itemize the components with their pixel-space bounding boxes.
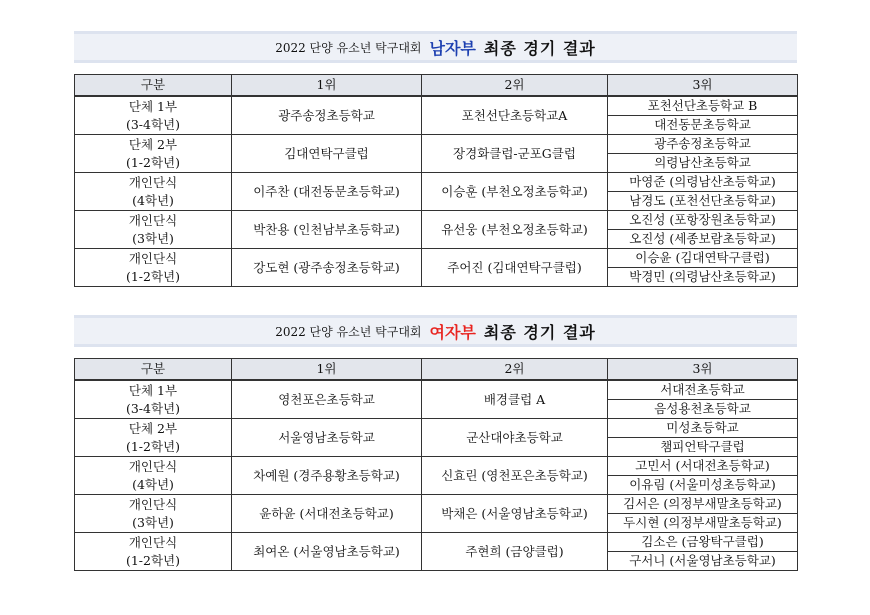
category-cell: [75, 495, 232, 533]
second-place-cell: 주어진 (김대연탁구클럽): [422, 249, 608, 287]
category-name: 개인단식: [128, 212, 178, 228]
category-cell: [75, 96, 232, 135]
table-row: [75, 96, 798, 116]
category-cell: [75, 173, 232, 211]
third-place-cell: 음성용천초등학교: [608, 400, 798, 419]
header-third: 3위: [608, 75, 798, 97]
category-name: 단체 2부: [128, 136, 178, 152]
category-cell: [75, 533, 232, 571]
category-name: 단체 2부: [128, 420, 178, 436]
table-header-row: [75, 75, 798, 97]
category-cell: [75, 135, 232, 173]
first-place-cell: 서울영남초등학교: [232, 419, 422, 457]
third-place-cell: 구서니 (서울영남초등학교): [608, 552, 798, 571]
first-place-cell: 박찬용 (인천남부초등학교): [232, 211, 422, 249]
third-place-cell: 고민서 (서대전초등학교): [608, 457, 798, 476]
second-place-cell: 신효린 (영천포은초등학교): [422, 457, 608, 495]
first-place-cell: 최여온 (서울영남초등학교): [232, 533, 422, 571]
men-title-suffix: 최종 경기 결과: [483, 38, 596, 58]
men-title-banner: [74, 31, 797, 63]
category-grade: (1-2학년): [125, 552, 181, 568]
men-results-table: [74, 74, 798, 287]
header-first: 1위: [232, 75, 422, 97]
category-grade: (3-4학년): [125, 400, 181, 416]
first-place-cell: 김대연탁구클럽: [232, 135, 422, 173]
second-place-cell: 장경화클럽-군포G클럽: [422, 135, 608, 173]
category-name: 개인단식: [128, 496, 178, 512]
second-place-cell: 포천선단초등학교A: [422, 96, 608, 135]
third-place-cell: 미성초등학교: [608, 419, 798, 438]
category-grade: (4학년): [132, 192, 174, 208]
category-grade: (1-2학년): [125, 438, 181, 454]
third-place-cell: 오진성 (포항장원초등학교): [608, 211, 798, 230]
header-category: 구분: [75, 75, 232, 97]
category-name: 개인단식: [128, 174, 178, 190]
third-place-cell: 오진성 (세종보람초등학교): [608, 230, 798, 249]
table-header-row: [75, 359, 798, 381]
table-row: [75, 533, 798, 552]
header-category: 구분: [75, 359, 232, 381]
second-place-cell: 주현희 (금양클럽): [422, 533, 608, 571]
category-grade: (3학년): [132, 230, 174, 246]
table-row: [75, 173, 798, 192]
second-place-cell: 군산대야초등학교: [422, 419, 608, 457]
header-first: 1위: [232, 359, 422, 381]
second-place-cell: 이승훈 (부천오정초등학교): [422, 173, 608, 211]
category-cell: [75, 380, 232, 419]
men-title-prefix: 2022 단양 유소년 탁구대회: [275, 40, 422, 55]
first-place-cell: 영천포은초등학교: [232, 380, 422, 419]
table-row: [75, 380, 798, 400]
women-division-label: 여자부: [429, 322, 476, 342]
first-place-cell: 광주송정초등학교: [232, 96, 422, 135]
table-row: [75, 457, 798, 476]
men-division-label: 남자부: [429, 38, 476, 58]
category-cell: [75, 457, 232, 495]
table-row: [75, 211, 798, 230]
women-title-prefix: 2022 단양 유소년 탁구대회: [275, 324, 422, 339]
first-place-cell: 윤하윤 (서대전초등학교): [232, 495, 422, 533]
table-row: [75, 135, 798, 154]
category-grade: (1-2학년): [125, 268, 181, 284]
third-place-cell: 마영준 (의령남산초등학교): [608, 173, 798, 192]
category-name: 개인단식: [128, 250, 178, 266]
third-place-cell: 광주송정초등학교: [608, 135, 798, 154]
second-place-cell: 박채은 (서울영남초등학교): [422, 495, 608, 533]
third-place-cell: 대전동문초등학교: [608, 116, 798, 135]
second-place-cell: 유선웅 (부천오정초등학교): [422, 211, 608, 249]
table-row: [75, 249, 798, 268]
third-place-cell: 김소은 (금왕탁구클럽): [608, 533, 798, 552]
table-row: [75, 419, 798, 438]
third-place-cell: 의령남산초등학교: [608, 154, 798, 173]
third-place-cell: 박경민 (의령남산초등학교): [608, 268, 798, 287]
category-grade: (1-2학년): [125, 154, 181, 170]
header-third: 3위: [608, 359, 798, 381]
third-place-cell: 김서은 (의정부새말초등학교): [608, 495, 798, 514]
third-place-cell: 이승윤 (김대연탁구클럽): [608, 249, 798, 268]
second-place-cell: 배경클럽 A: [422, 380, 608, 419]
category-name: 개인단식: [128, 458, 178, 474]
third-place-cell: 챔피언탁구클럽: [608, 438, 798, 457]
category-cell: [75, 249, 232, 287]
women-results-table: [74, 358, 798, 571]
first-place-cell: 이주찬 (대전동문초등학교): [232, 173, 422, 211]
first-place-cell: 차예원 (경주용황초등학교): [232, 457, 422, 495]
category-grade: (3-4학년): [125, 116, 181, 132]
third-place-cell: 남경도 (포천선단초등학교): [608, 192, 798, 211]
women-title-banner: [74, 315, 797, 347]
third-place-cell: 두시현 (의정부새말초등학교): [608, 514, 798, 533]
first-place-cell: 강도현 (광주송정초등학교): [232, 249, 422, 287]
third-place-cell: 서대전초등학교: [608, 380, 798, 400]
category-name: 단체 1부: [128, 382, 178, 398]
third-place-cell: 이유림 (서울미성초등학교): [608, 476, 798, 495]
category-name: 단체 1부: [128, 98, 178, 114]
table-row: [75, 495, 798, 514]
category-grade: (4학년): [132, 476, 174, 492]
women-title-suffix: 최종 경기 결과: [483, 322, 596, 342]
women-results-section: [74, 315, 797, 571]
category-cell: [75, 211, 232, 249]
men-results-section: [74, 31, 797, 287]
third-place-cell: 포천선단초등학교 B: [608, 96, 798, 116]
category-name: 개인단식: [128, 534, 178, 550]
header-second: 2위: [422, 75, 608, 97]
header-second: 2위: [422, 359, 608, 381]
category-cell: [75, 419, 232, 457]
category-grade: (3학년): [132, 514, 174, 530]
